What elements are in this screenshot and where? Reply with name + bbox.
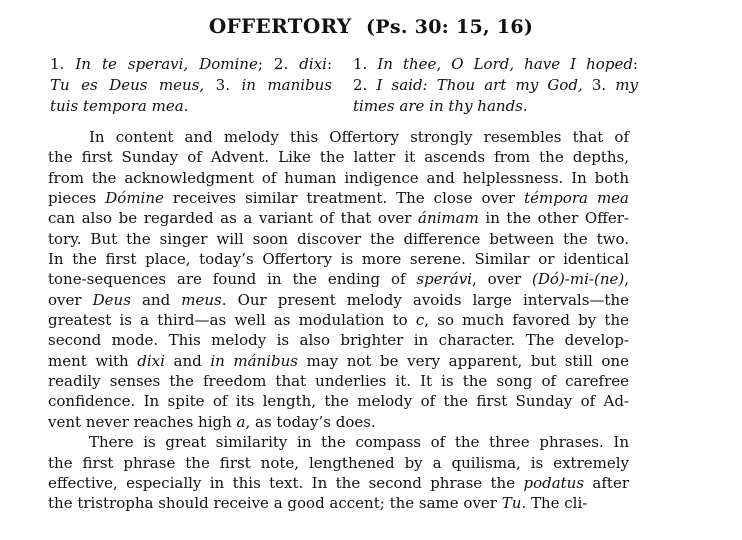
italic-text-run: my — [615, 76, 638, 94]
paragraph-line — [48, 249, 629, 269]
section-heading — [0, 14, 742, 38]
text-run: 3. — [204, 76, 242, 94]
text-run: from the acknowledgment of human indigence and helplessness. In both — [48, 168, 629, 187]
paragraph-line — [48, 127, 629, 147]
text-run: : — [326, 55, 332, 73]
text-run: ment with — [48, 351, 138, 370]
text-run: , so much favored by the — [424, 311, 629, 330]
text-run: may not be very apparent, but still one — [297, 351, 629, 370]
text-run: the tristropha should receive a good accent; the same over — [48, 494, 502, 513]
commentary-paragraph — [48, 432, 629, 513]
text-run: 1. — [50, 55, 76, 73]
paragraph-line — [48, 453, 629, 473]
english-verse-line — [353, 75, 638, 96]
italic-text-run: tuis tempora mea. — [50, 97, 189, 115]
english-verse-line — [353, 96, 638, 117]
english-verse-column — [353, 54, 638, 117]
text-run: , — [624, 270, 629, 289]
text-run: the first Sunday of Advent. Like the latter it ascends from the depths, — [48, 148, 629, 167]
text-run: . Our present melody avoids large intervals—the — [221, 290, 629, 309]
paragraph-line — [48, 412, 629, 432]
text-run: 3. — [582, 76, 616, 94]
text-run: , over — [471, 270, 533, 289]
paragraph-line — [48, 493, 629, 513]
text-run: 2. — [353, 76, 377, 94]
english-verse-line — [353, 54, 638, 75]
heading-psalm-reference: (Ps. 30: 15, 16) — [365, 16, 534, 38]
text-run: can also be regarded as a variant of that over — [48, 209, 419, 228]
text-run: tory. But the singer will soon discover the difference between the two. — [48, 229, 629, 248]
italic-text-run: Tu — [501, 494, 522, 513]
latin-verse-line — [50, 75, 332, 96]
italic-text-run: dixi — [299, 55, 327, 73]
text-run: 1. — [353, 55, 378, 73]
paragraph-line — [48, 371, 629, 391]
italic-text-run: dixi — [137, 351, 165, 370]
latin-verse-column — [50, 54, 332, 117]
commentary-body — [48, 127, 629, 514]
latin-verse-line — [50, 54, 332, 75]
text-run: ; 2. — [257, 55, 300, 73]
paragraph-line — [48, 269, 629, 289]
text-run: after — [584, 473, 629, 492]
commentary-paragraph — [48, 127, 629, 432]
text-run: In content and melody this Offertory strongly resembles that of — [89, 128, 629, 146]
paragraph-line — [48, 473, 629, 493]
paragraph-line — [48, 229, 629, 249]
paragraph-line — [48, 310, 629, 330]
text-run: receives similar treatment. The close over — [163, 189, 525, 208]
italic-text-run: In te speravi, Domine — [75, 55, 258, 73]
text-run: in the other Offer- — [478, 209, 629, 228]
latin-verse-line — [50, 96, 332, 117]
text-run: greatest is a third—as well as modulation to — [48, 311, 416, 330]
paragraph-line — [48, 432, 629, 452]
paragraph-line — [48, 330, 629, 350]
text-run: and — [130, 290, 182, 309]
italic-text-run: In thee, O Lord, have I hoped — [377, 55, 633, 73]
paragraph-line — [48, 168, 629, 188]
paragraph-line — [48, 391, 629, 411]
text-run: There is great similarity in the compass of the three phrases. In — [89, 433, 629, 452]
text-run: readily senses the freedom that underlies it. It is the song of carefree — [48, 372, 629, 391]
text-run: In the first place, today’s Offertory is more serene. Similar or identical — [48, 250, 629, 269]
italic-text-run: podatus — [523, 473, 585, 492]
paragraph-line — [48, 188, 629, 208]
italic-text-run: témpora mea — [524, 189, 629, 208]
text-run: and — [164, 351, 211, 370]
text-run: second mode. This melody is also brighter in character. The develop- — [48, 331, 629, 350]
text-run: pieces — [48, 189, 106, 208]
italic-text-run: Deus — [92, 290, 131, 309]
heading-title: OFFERTORY — [208, 14, 352, 38]
text-run: the first phrase the first note, lengthened by a quilisma, is extremely — [48, 453, 629, 472]
italic-text-run: Tu es Deus meus, — [50, 76, 205, 94]
text-run: . The cli- — [521, 494, 588, 513]
italic-text-run: c — [415, 311, 425, 330]
paragraph-line — [48, 208, 629, 228]
italic-text-run: times are in thy hands. — [353, 97, 528, 115]
italic-text-run: meus — [181, 290, 222, 309]
paragraph-line — [48, 147, 629, 167]
italic-text-run: in mánibus — [210, 351, 298, 370]
text-run: effective, especially in this text. In the second phrase the — [48, 473, 524, 492]
italic-text-run: in manibus — [241, 76, 332, 94]
italic-text-run: ánimam — [418, 209, 479, 228]
italic-text-run: sperávi — [416, 270, 472, 289]
text-run: over — [48, 290, 93, 309]
text-run: , as today’s does. — [245, 412, 376, 431]
text-run: confidence. In spite of its length, the melody of the first Sunday of Ad- — [48, 392, 629, 411]
italic-text-run: a — [236, 412, 246, 431]
italic-text-run: Dómine — [105, 189, 164, 208]
text-run: tone-sequences are found in the ending of — [48, 270, 417, 289]
italic-text-run: I said: Thou art my God, — [376, 76, 583, 94]
paragraph-line — [48, 351, 629, 371]
text-run: vent never reaches high — [48, 412, 237, 431]
text-run: : — [632, 55, 638, 73]
paragraph-line — [48, 290, 629, 310]
italic-text-run: (Dó)-mi-(ne) — [532, 270, 625, 289]
